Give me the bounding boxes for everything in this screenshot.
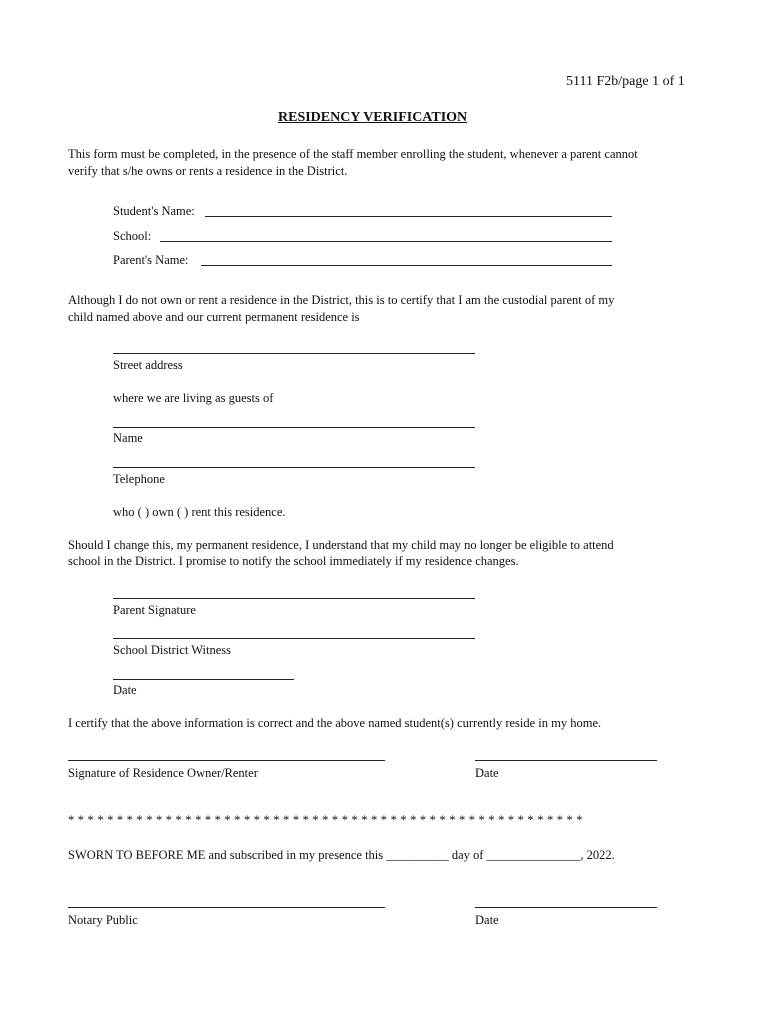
owner-signature-field[interactable] <box>68 760 385 761</box>
notary-signature-field[interactable] <box>68 907 385 908</box>
owner-date-field[interactable] <box>475 760 657 761</box>
form-title: RESIDENCY VERIFICATION <box>278 110 468 125</box>
notary-date-label: Date <box>475 913 499 927</box>
page-reference: 5111 F2b/page 1 of 1 <box>566 74 685 89</box>
parent-name-label: Parent's Name: <box>113 253 189 267</box>
parent-name-field[interactable] <box>201 265 612 266</box>
intro-line-1: This form must be completed, in the presence of the staff member enrolling the student, whenever a parent cannot <box>68 147 638 161</box>
witness-label: School District Witness <box>113 643 232 657</box>
certify-line-1: Although I do not own or rent a residence in the District, this is to certify that I am the custodial parent of my <box>68 293 615 307</box>
host-name-field[interactable] <box>113 427 475 428</box>
signature-date-label: Date <box>113 683 137 697</box>
host-name-label: Name <box>113 431 143 445</box>
student-name-label: Student's Name: <box>113 204 195 218</box>
parent-signature-field[interactable] <box>113 598 475 599</box>
telephone-field[interactable] <box>113 467 475 468</box>
school-label: School: <box>113 229 152 243</box>
certify-line-2: child named above and our current permanent residence is <box>68 310 360 324</box>
notary-date-field[interactable] <box>475 907 657 908</box>
owner-signature-label: Signature of Residence Owner/Renter <box>68 766 258 780</box>
notary-public-label: Notary Public <box>68 913 138 927</box>
sworn-statement: SWORN TO BEFORE ME and subscribed in my presence this __________ day of _______________, 2022. <box>68 848 615 862</box>
street-address-field[interactable] <box>113 353 475 354</box>
student-name-field[interactable] <box>205 216 612 217</box>
telephone-label: Telephone <box>113 472 165 486</box>
change-line-1: Should I change this, my permanent residence, I understand that my child may no longer be eligible to attend <box>68 538 614 552</box>
guests-label: where we are living as guests of <box>113 391 274 405</box>
signature-date-field[interactable] <box>113 679 294 680</box>
school-field[interactable] <box>160 241 612 242</box>
witness-signature-field[interactable] <box>113 638 475 639</box>
parent-signature-label: Parent Signature <box>113 603 196 617</box>
street-address-label: Street address <box>113 358 183 372</box>
section-separator: * * * * * * * * * * * * * * * * * * * * * * * * * * * * * * * * * * * * * * * * * * * * * * * * * * * * * <box>68 813 583 827</box>
intro-line-2: verify that s/he owns or rents a residence in the District. <box>68 164 348 178</box>
own-rent-label: who ( ) own ( ) rent this residence. <box>113 505 286 519</box>
owner-date-label: Date <box>475 766 499 780</box>
owner-certification-statement: I certify that the above information is correct and the above named student(s) currently reside in my home. <box>68 716 602 730</box>
change-line-2: school in the District. I promise to notify the school immediately if my residence changes. <box>68 554 519 568</box>
